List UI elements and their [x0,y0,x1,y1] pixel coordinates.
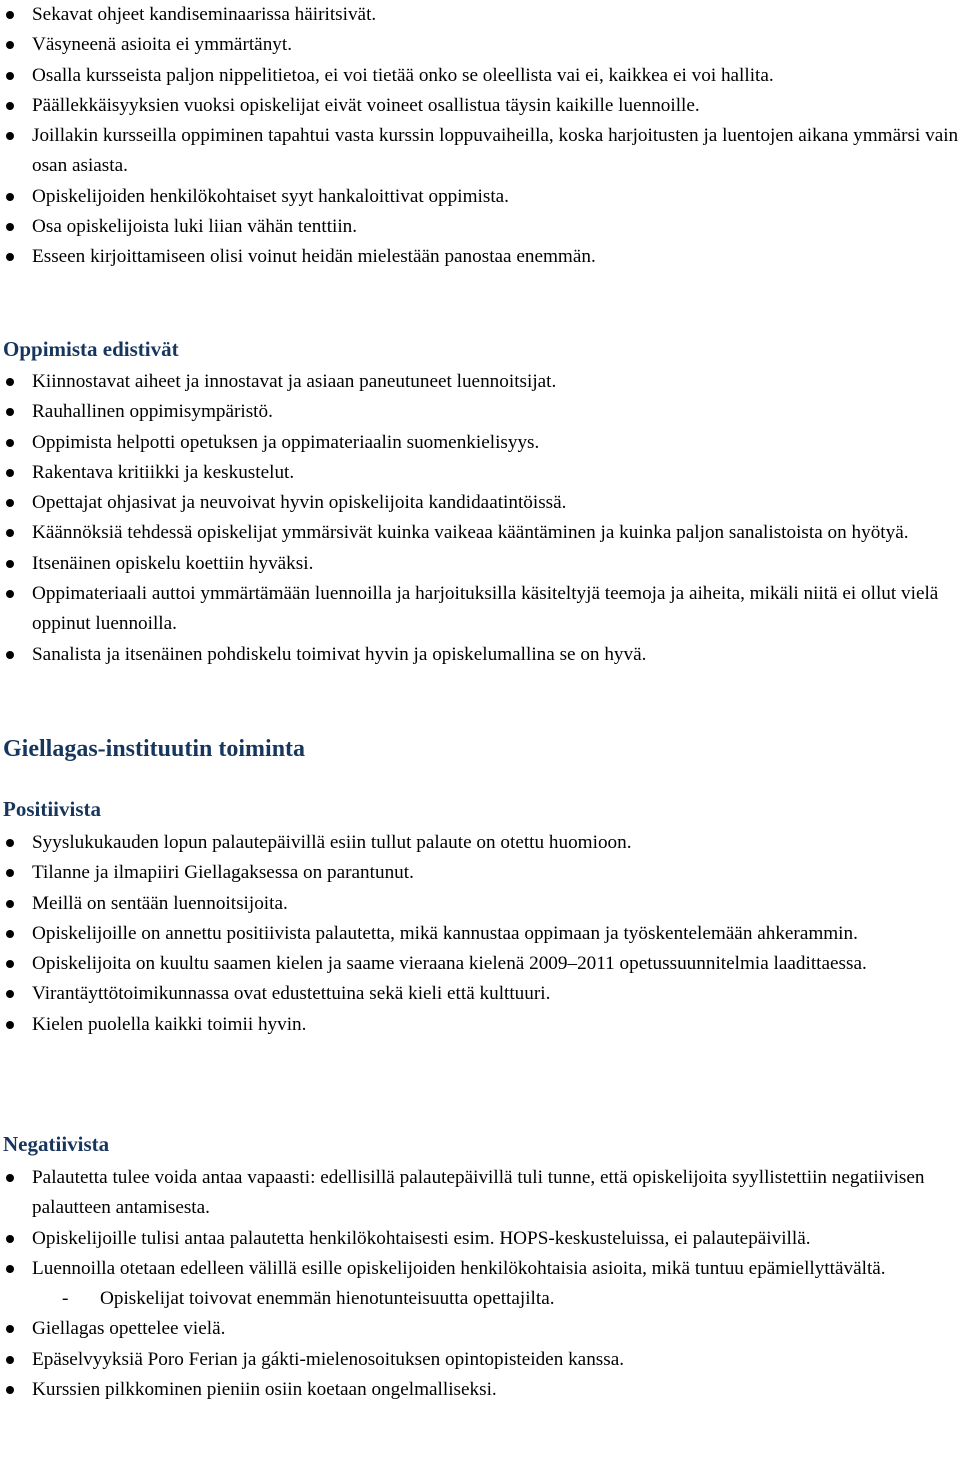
list-item: Opettajat ohjasivat ja neuvoivat hyvin opiskelijoita kandidaatintöissä. [0,488,960,518]
list-item: Oppimista helpotti opetuksen ja oppimateriaalin suomenkielisyys. [0,428,960,458]
list-item: Itsenäinen opiskelu koettiin hyväksi. [0,549,960,579]
list-item: Tilanne ja ilmapiiri Giellagaksessa on parantunut. [0,858,960,888]
list-item: Palautetta tulee voida antaa vapaasti: edellisillä palautepäivillä tuli tunne, että opiskelijoita syyllistettiin negatiivisen palautteen antamisesta. [0,1163,960,1224]
list-item: Osalla kursseista paljon nippelitietoa, ei voi tietää onko se oleellista vai ei, kaikkea ei voi hallita. [0,61,960,91]
list-item: Kurssien pilkkominen pieniin osiin koetaan ongelmalliseksi. [0,1375,960,1405]
list-item: Giellagas opettelee vielä. [0,1314,960,1344]
list-item: Rauhallinen oppimisympäristö. [0,397,960,427]
page-heading-giellagas: Giellagas-instituutin toiminta [3,736,306,762]
list-item: Opiskelijoille on annettu positiivista palautetta, mikä kannustaa oppimaan ja työskentelemään ahkerammin. [0,919,960,949]
sub-list-item [0,1284,960,1314]
list-oppimista-haittasivat [0,0,960,273]
list-item: Syyslukukauden lopun palautepäivillä esiin tullut palaute on otettu huomioon. [0,828,960,858]
list-positiivista [0,828,960,1040]
list-item: Luennoilla otetaan edelleen välillä esille opiskelijoiden henkilökohtaisia asioita, mikä tuntuu epämiellyttävältä. [0,1254,960,1284]
section-heading-oppimista-edistivat: Oppimista edistivät [3,337,179,361]
list-item: Meillä on sentään luennoitsijoita. [0,889,960,919]
dash-bullet: - [62,1288,69,1310]
list-item: Käännöksiä tehdessä opiskelijat ymmärsivät kuinka vaikeaa kääntäminen ja kuinka paljon sanalistoista on hyötyä. [0,518,960,548]
list-item: Opiskelijoille tulisi antaa palautetta henkilökohtaisesti esim. HOPS-keskusteluissa, ei palautepäivillä. [0,1224,960,1254]
list-item: Epäselvyyksiä Poro Ferian ja gákti-mielenosoituksen opintopisteiden kanssa. [0,1345,960,1375]
list-oppimista-edistivat [0,367,960,670]
list-item: Kielen puolella kaikki toimii hyvin. [0,1010,960,1040]
list-item: Sanalista ja itsenäinen pohdiskelu toimivat hyvin ja opiskelumallina se on hyvä. [0,640,960,670]
list-item: Sekavat ohjeet kandiseminaarissa häiritsivät. [0,0,960,30]
list-negatiivista [0,1163,960,1405]
section-heading-negatiivista: Negatiivista [3,1132,110,1156]
list-item: Päällekkäisyyksien vuoksi opiskelijat eivät voineet osallistua täysin kaikille luennoille. [0,91,960,121]
list-item: Virantäyttötoimikunnassa ovat edustettuina sekä kieli että kulttuuri. [0,979,960,1009]
list-item: Osa opiskelijoista luki liian vähän tenttiin. [0,212,960,242]
list-item: Kiinnostavat aiheet ja innostavat ja asiaan paneutuneet luennoitsijat. [0,367,960,397]
section-heading-positiivista: Positiivista [3,797,101,821]
list-item: Opiskelijoiden henkilökohtaiset syyt hankaloittivat oppimista. [0,182,960,212]
list-item: Oppimateriaali auttoi ymmärtämään luennoilla ja harjoituksilla käsiteltyjä teemoja ja aiheita, mikäli niitä ei ollut vielä oppinut luennoilla. [0,579,960,640]
list-item: Väsyneenä asioita ei ymmärtänyt. [0,30,960,60]
list-item: Opiskelijoita on kuultu saamen kielen ja saame vieraana kielenä 2009–2011 opetussuunnitelmia laadittaessa. [0,949,960,979]
list-item: Esseen kirjoittamiseen olisi voinut heidän mielestään panostaa enemmän. [0,242,960,272]
list-item: Joillakin kursseilla oppiminen tapahtui vasta kurssin loppuvaiheilla, koska harjoitusten ja luentojen aikana ymmärsi vain osan asiasta. [0,121,960,182]
sub-list-item-text: Opiskelijat toivovat enemmän hienotunteisuutta opettajilta. [100,1288,555,1310]
list-item: Rakentava kritiikki ja keskustelut. [0,458,960,488]
